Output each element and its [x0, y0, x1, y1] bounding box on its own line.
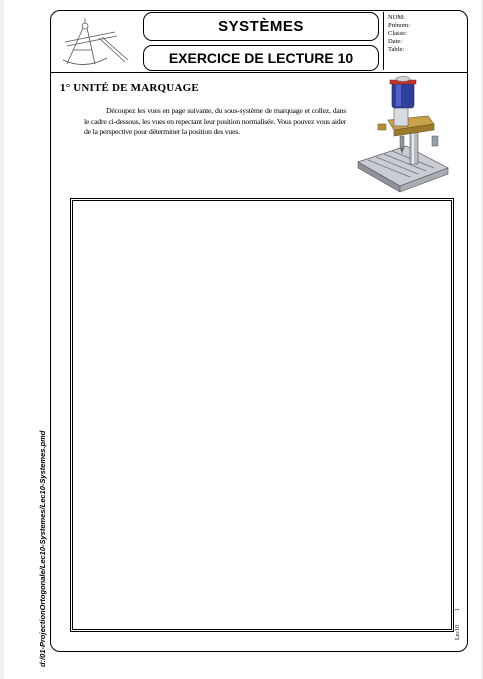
file-path-label: d:/01-ProjectionOrtogonale/Lec10-Systemes/Lec10-Systemes.pmd [38, 430, 47, 667]
student-id-fields [383, 12, 466, 70]
table-field[interactable]: Table: [388, 46, 405, 53]
page-number: 1 [455, 608, 461, 611]
page-title: SYSTÈMES [143, 12, 379, 41]
marking-unit-perspective-image [354, 76, 450, 194]
header-divider [50, 72, 468, 73]
compass-drawing-icon [55, 12, 141, 70]
classe-field[interactable]: Classe: [388, 30, 407, 37]
prenom-field[interactable]: Prénom: [388, 22, 411, 29]
paste-views-inner-frame [72, 200, 452, 630]
date-field[interactable]: Date: [388, 38, 403, 45]
section-title: 1° UNITÉ DE MARQUAGE [60, 82, 199, 94]
exercise-title: EXERCICE DE LECTURE 10 [143, 45, 379, 71]
footer-code: Lec10 [455, 625, 461, 640]
nom-field[interactable]: NOM: [388, 14, 405, 21]
instructions-text: Découpez les vues en page suivante, du sous-système de marquage et collez, dans le cadre ci-dessous, les vues en repectant leur position normalisée. Vous pouvez vous aider de la perspective pour déterminer la position des vues. [84, 106, 346, 136]
